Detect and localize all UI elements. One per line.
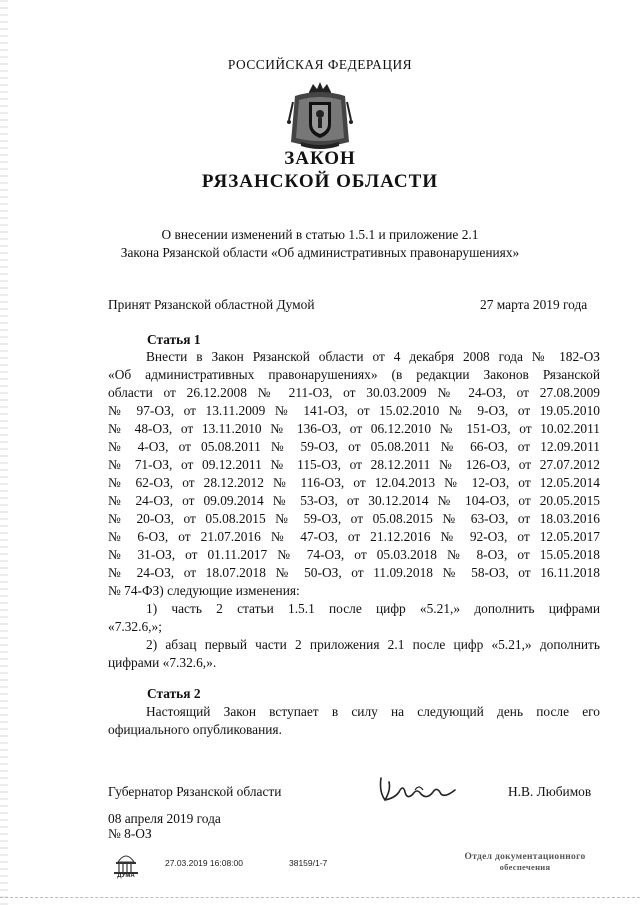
signatory-position: Губернатор Рязанской области	[108, 784, 282, 799]
article-1-line: № 62-ОЗ, от 28.12.2012 № 116-ОЗ, от 12.04.2013 № 12-ОЗ, от 12.05.2014	[108, 475, 600, 490]
article-2-line1: Настоящий Закон вступает в силу на следующий день после его	[146, 704, 600, 719]
article-1-line: № 4-ОЗ, от 05.08.2011 № 59-ОЗ, от 05.08.2011 № 66-ОЗ, от 12.09.2011	[108, 439, 600, 454]
article-1-item-1-cont: «7.32.6,»;	[108, 619, 162, 634]
article-1-heading: Статья 1	[147, 332, 201, 347]
article-1-item-2: 2) абзац первый части 2 приложения 2.1 после цифр «5.21,» дополнить	[146, 637, 600, 652]
duma-logo-icon	[110, 848, 142, 882]
region-heading: РЯЗАНСКОЙ ОБЛАСТИ	[201, 171, 439, 192]
signing-date: 08 апреля 2019 года	[108, 811, 221, 826]
article-1-line: № 74-ФЗ) следующие изменения:	[108, 583, 300, 598]
handwritten-signature-icon	[375, 770, 465, 812]
registration-timestamp: 27.03.2019 16:08:00	[165, 858, 243, 868]
article-1-line: № 31-ОЗ, от 01.11.2017 № 74-ОЗ, от 05.03.2018 № 8-ОЗ, от 15.05.2018	[108, 547, 600, 562]
law-number: № 8-ОЗ	[108, 826, 152, 841]
duma-logo-text: ДУМА	[117, 873, 135, 879]
country-heading: РОССИЙСКАЯ ФЕДЕРАЦИЯ	[227, 57, 413, 72]
scan-edge-artifact	[0, 0, 8, 905]
law-title-line1: О внесении изменений в статью 1.5.1 и приложение 2.1	[161, 227, 479, 242]
article-1-line: области от 26.12.2008 № 211-ОЗ, от 30.03.2009 № 24-ОЗ, от 27.08.2009	[108, 385, 600, 400]
article-1-line: Внести в Закон Рязанской области от 4 декабря 2008 года № 182-ОЗ	[146, 349, 600, 364]
adoption-date: 27 марта 2019 года	[480, 297, 588, 312]
article-1-line: № 97-ОЗ, от 13.11.2009 № 141-ОЗ, от 15.02.2010 № 9-ОЗ, от 19.05.2010	[108, 403, 600, 418]
registration-number: 38159/1-7	[289, 858, 328, 868]
adoption-label: Принят Рязанской областной Думой	[108, 297, 315, 312]
article-1-line: № 24-ОЗ, от 09.09.2014 № 53-ОЗ, от 30.12.2014 № 104-ОЗ, от 20.05.2015	[108, 493, 600, 508]
article-1-line: № 48-ОЗ, от 13.11.2010 № 136-ОЗ, от 06.12.2010 № 151-ОЗ, от 10.02.2011	[108, 421, 600, 436]
article-1-line: № 71-ОЗ, от 09.12.2011 № 115-ОЗ, от 28.12.2011 № 126-ОЗ, от 27.07.2012	[108, 457, 600, 472]
doc-type-heading: ЗАКОН	[284, 148, 356, 169]
article-1-line: № 24-ОЗ, от 18.07.2018 № 50-ОЗ, от 11.09.2018 № 58-ОЗ, от 16.11.2018	[108, 565, 600, 580]
article-2-heading: Статья 2	[147, 686, 201, 701]
article-1-item-2-cont: цифрами «7.32.6,».	[108, 655, 217, 670]
article-1-line: «Об административных правонарушениях» (в редакции Законов Рязанской	[108, 367, 600, 382]
department-stamp	[460, 852, 590, 872]
scan-bottom-artifact	[0, 897, 640, 899]
law-title-line2: Закона Рязанской области «Об административных правонарушениях»	[120, 245, 520, 260]
department-stamp-line1: Отдел документационного	[464, 852, 586, 862]
coat-of-arms-icon	[287, 80, 353, 150]
article-1-item-1: 1) часть 2 статьи 1.5.1 после цифр «5.21,» дополнить цифрами	[146, 601, 600, 616]
signatory-name: Н.В. Любимов	[508, 784, 592, 799]
department-stamp-line2: обеспечения	[499, 862, 551, 872]
article-2-line2: официального опубликования.	[108, 722, 282, 737]
article-1-line: № 6-ОЗ, от 21.07.2016 № 47-ОЗ, от 21.12.2016 № 92-ОЗ, от 12.05.2017	[108, 529, 600, 544]
article-1-line: № 20-ОЗ, от 05.08.2015 № 59-ОЗ, от 05.08.2015 № 63-ОЗ, от 18.03.2016	[108, 511, 600, 526]
